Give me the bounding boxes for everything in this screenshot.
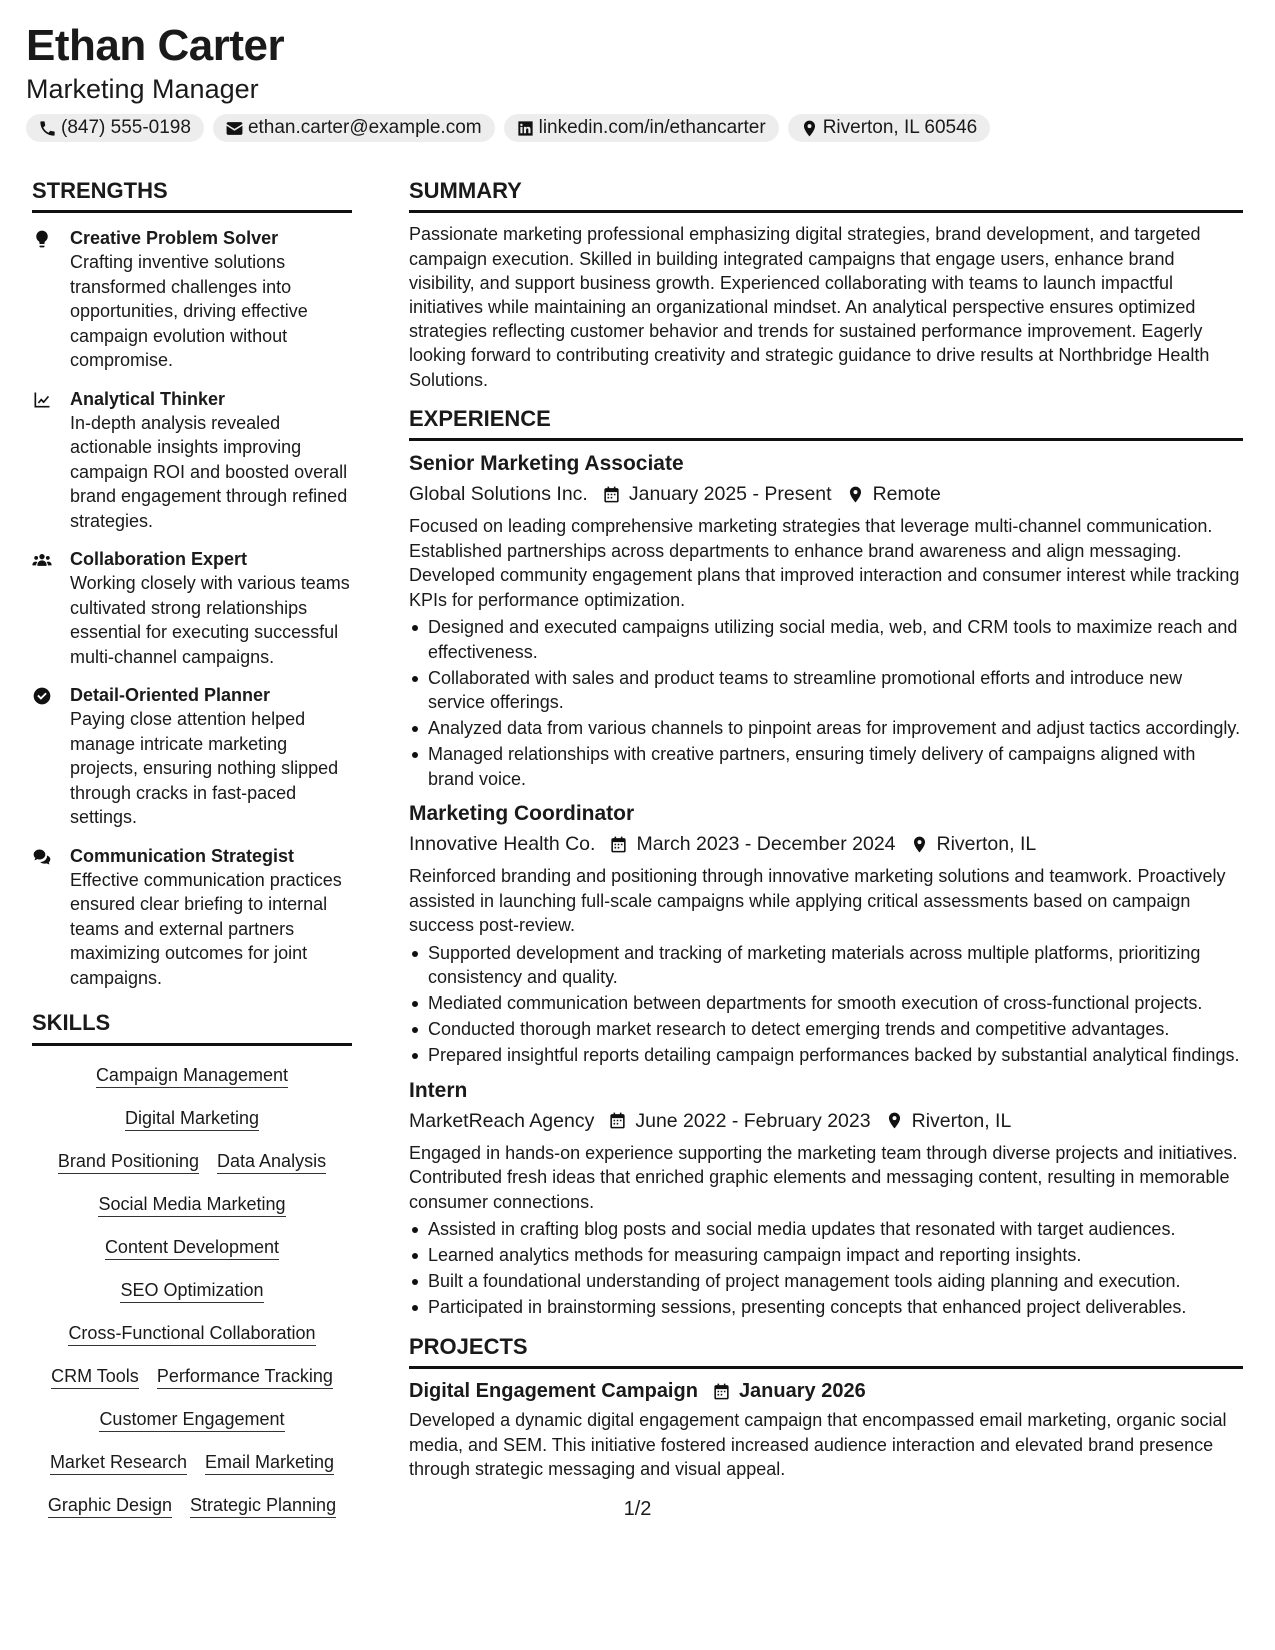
strength-title: Communication Strategist	[70, 845, 295, 866]
bullet-item: Collaborated with sales and product teams to streamline promotional efforts and introduce new service offerings.	[409, 666, 1243, 715]
skill-tag: Market Research	[50, 1451, 187, 1475]
skill-tag: SEO Optimization	[120, 1279, 263, 1303]
projects-heading: PROJECTS	[409, 1334, 1243, 1369]
calendar-icon	[602, 485, 621, 504]
candidate-name: Ethan Carter	[26, 21, 285, 70]
contact-phone[interactable]	[26, 114, 204, 142]
skill-tag: Data Analysis	[217, 1150, 326, 1174]
contact-linkedin[interactable]	[504, 114, 779, 142]
contact-linkedin-text: linkedin.com/in/ethancarter	[538, 117, 766, 138]
skill-tag: Social Media Marketing	[98, 1193, 285, 1217]
phone-icon	[38, 119, 57, 138]
job-meta	[409, 831, 1243, 857]
skill-tag: Strategic Planning	[190, 1494, 336, 1518]
calendar-icon	[608, 1111, 627, 1130]
job-desc: Focused on leading comprehensive marketing strategies that leverage multi-channel communication. Established partnerships across departments to enhance brand awareness and align messaging. Developed community engagement plans that improved interaction and consumer interest while tracking KPIs for performance optimization.	[409, 516, 1240, 610]
strength-desc: In-depth analysis revealed actionable insights improving campaign ROI and boosted overall brand engagement through refined strategies.	[70, 412, 348, 531]
job-location: Remote	[872, 483, 941, 506]
strengths-list	[32, 227, 352, 990]
job-location: Riverton, IL	[911, 1109, 1012, 1132]
strength-desc: Effective communication practices ensured clear briefing to internal teams and external partners maximizing outcomes for joint campaigns.	[70, 869, 342, 988]
strength-item	[32, 388, 352, 534]
summary-text: Passionate marketing professional emphasizing digital strategies, brand development, and targeted campaign execution. Skilled in building integrated campaigns that engage users, enhance brand visibility, and support business growth. Experienced collaborating with teams to launch impactful initiatives while maintaining an organizational mindset. An analytical perspective ensures optimized strategies reflecting customer behavior and trends for sustained performance improvement. Eagerly looking forward to contributing creativity and strategic guidance to drive results at Northbridge Health Solutions.	[409, 224, 1210, 390]
skill-tag: Digital Marketing	[125, 1107, 259, 1131]
skill-tag: Brand Positioning	[58, 1150, 199, 1174]
bullet-item: Managed relationships with creative partners, ensuring timely delivery of campaigns aligned with brand voice.	[409, 742, 1243, 791]
job-desc: Engaged in hands-on experience supporting the marketing team through diverse projects and initiatives. Contributed fresh ideas that enriched graphic elements and messaging content, resulting in memorable consumer connections.	[409, 1142, 1238, 1212]
skills-list	[32, 1064, 352, 1518]
skill-tag: Customer Engagement	[99, 1408, 284, 1432]
left-column	[32, 178, 352, 1518]
calendar-icon	[609, 835, 628, 854]
lightbulb-icon	[32, 229, 52, 249]
skill-tag: Performance Tracking	[157, 1365, 333, 1389]
job-meta	[409, 481, 1243, 507]
strength-item	[32, 227, 352, 373]
chart-line-icon	[32, 390, 52, 410]
project-desc: Developed a dynamic digital engagement campaign that encompassed email marketing, organic social media, and SEM. This initiative fostered increased audience interaction and elevated brand presence through strategic messaging and visual appeal.	[409, 1410, 1227, 1480]
bullet-item: Learned analytics methods for measuring campaign impact and reporting insights.	[409, 1243, 1243, 1268]
skill-tag: Email Marketing	[205, 1451, 334, 1475]
check-circle-icon	[32, 686, 52, 706]
job-entry	[409, 801, 1243, 1068]
job-company: Innovative Health Co.	[409, 833, 596, 856]
location-pin-icon	[846, 485, 865, 504]
job-dates: March 2023 - December 2024	[636, 833, 896, 856]
job-dates: June 2022 - February 2023	[635, 1109, 871, 1132]
strength-title: Collaboration Expert	[70, 549, 248, 570]
job-entry	[409, 1078, 1243, 1320]
comments-icon	[32, 847, 52, 867]
location-pin-icon	[910, 835, 929, 854]
skill-tag: CRM Tools	[51, 1365, 139, 1389]
strength-item	[32, 684, 352, 830]
location-pin-icon	[800, 119, 819, 138]
job-dates: January 2025 - Present	[628, 483, 832, 506]
contact-bar	[26, 114, 990, 142]
strength-title: Detail-Oriented Planner	[70, 685, 271, 706]
experience-heading: EXPERIENCE	[409, 406, 1243, 441]
envelope-icon	[225, 119, 244, 138]
job-title: Marketing Coordinator	[409, 802, 635, 826]
page-number: 1/2	[623, 1498, 652, 1520]
bullet-item: Mediated communication between departments for smooth execution of cross-functional projects.	[409, 991, 1243, 1016]
project-date: January 2026	[738, 1380, 866, 1403]
calendar-icon	[712, 1382, 731, 1401]
job-bullets	[409, 615, 1243, 791]
strength-title: Analytical Thinker	[70, 388, 226, 409]
contact-location-text: Riverton, IL 60546	[822, 117, 978, 138]
bullet-item: Analyzed data from various channels to pinpoint areas for improvement and adjust tactics accordingly.	[409, 716, 1243, 741]
linkedin-icon	[516, 119, 535, 138]
right-column	[409, 178, 1243, 1482]
job-entry	[409, 451, 1243, 791]
bullet-item: Designed and executed campaigns utilizing social media, web, and CRM tools to maximize reach and effectiveness.	[409, 615, 1243, 664]
project-header	[409, 1379, 1243, 1404]
contact-phone-text: (847) 555-0198	[61, 117, 191, 138]
job-location: Riverton, IL	[936, 833, 1037, 856]
strength-desc: Working closely with various teams cultivated strong relationships essential for executing successful multi-channel campaigns.	[70, 573, 350, 667]
job-title: Intern	[409, 1078, 468, 1102]
bullet-item: Conducted thorough market research to detect emerging trends and competitive advantages.	[409, 1017, 1243, 1042]
contact-email[interactable]	[213, 114, 495, 142]
job-meta	[409, 1108, 1243, 1134]
skill-tag: Campaign Management	[96, 1064, 288, 1088]
bullet-item: Prepared insightful reports detailing campaign performances backed by substantial analytical findings.	[409, 1043, 1243, 1068]
contact-email-text: ethan.carter@example.com	[247, 117, 482, 138]
bullet-item: Supported development and tracking of marketing materials across multiple platforms, prioritizing consistency and quality.	[409, 941, 1243, 990]
bullet-item: Assisted in crafting blog posts and social media updates that resonated with target audiences.	[409, 1217, 1243, 1242]
job-company: MarketReach Agency	[409, 1109, 595, 1132]
job-bullets	[409, 1217, 1243, 1320]
project-title: Digital Engagement Campaign	[409, 1380, 698, 1403]
strengths-heading: STRENGTHS	[32, 178, 352, 213]
bullet-item: Participated in brainstorming sessions, presenting concepts that enhanced project deliverables.	[409, 1295, 1243, 1320]
location-pin-icon	[885, 1111, 904, 1130]
bullet-item: Built a foundational understanding of project management tools aiding planning and execution.	[409, 1269, 1243, 1294]
contact-location	[788, 114, 991, 142]
users-icon	[32, 550, 52, 570]
strength-title: Creative Problem Solver	[70, 228, 279, 249]
strength-item	[32, 548, 352, 669]
skills-heading: SKILLS	[32, 1010, 352, 1045]
job-title: Senior Marketing Associate	[409, 452, 684, 476]
skill-tag: Graphic Design	[48, 1494, 172, 1518]
skill-tag: Cross-Functional Collaboration	[68, 1322, 315, 1346]
job-desc: Reinforced branding and positioning through innovative marketing solutions and teamwork. Proactively assisted in launching full-scale campaigns while applying critical assessments based on campaign success post-review.	[409, 866, 1226, 936]
strength-item	[32, 845, 352, 991]
skill-tag: Content Development	[105, 1236, 279, 1260]
candidate-title: Marketing Manager	[26, 74, 259, 104]
summary-heading: SUMMARY	[409, 178, 1243, 213]
job-bullets	[409, 941, 1243, 1068]
strength-desc: Paying close attention helped manage intricate marketing projects, ensuring nothing slipped through cracks in fast-paced settings.	[70, 709, 339, 828]
job-company: Global Solutions Inc.	[409, 483, 588, 506]
strength-desc: Crafting inventive solutions transformed challenges into opportunities, driving effective campaign evolution without compromise.	[70, 252, 308, 371]
